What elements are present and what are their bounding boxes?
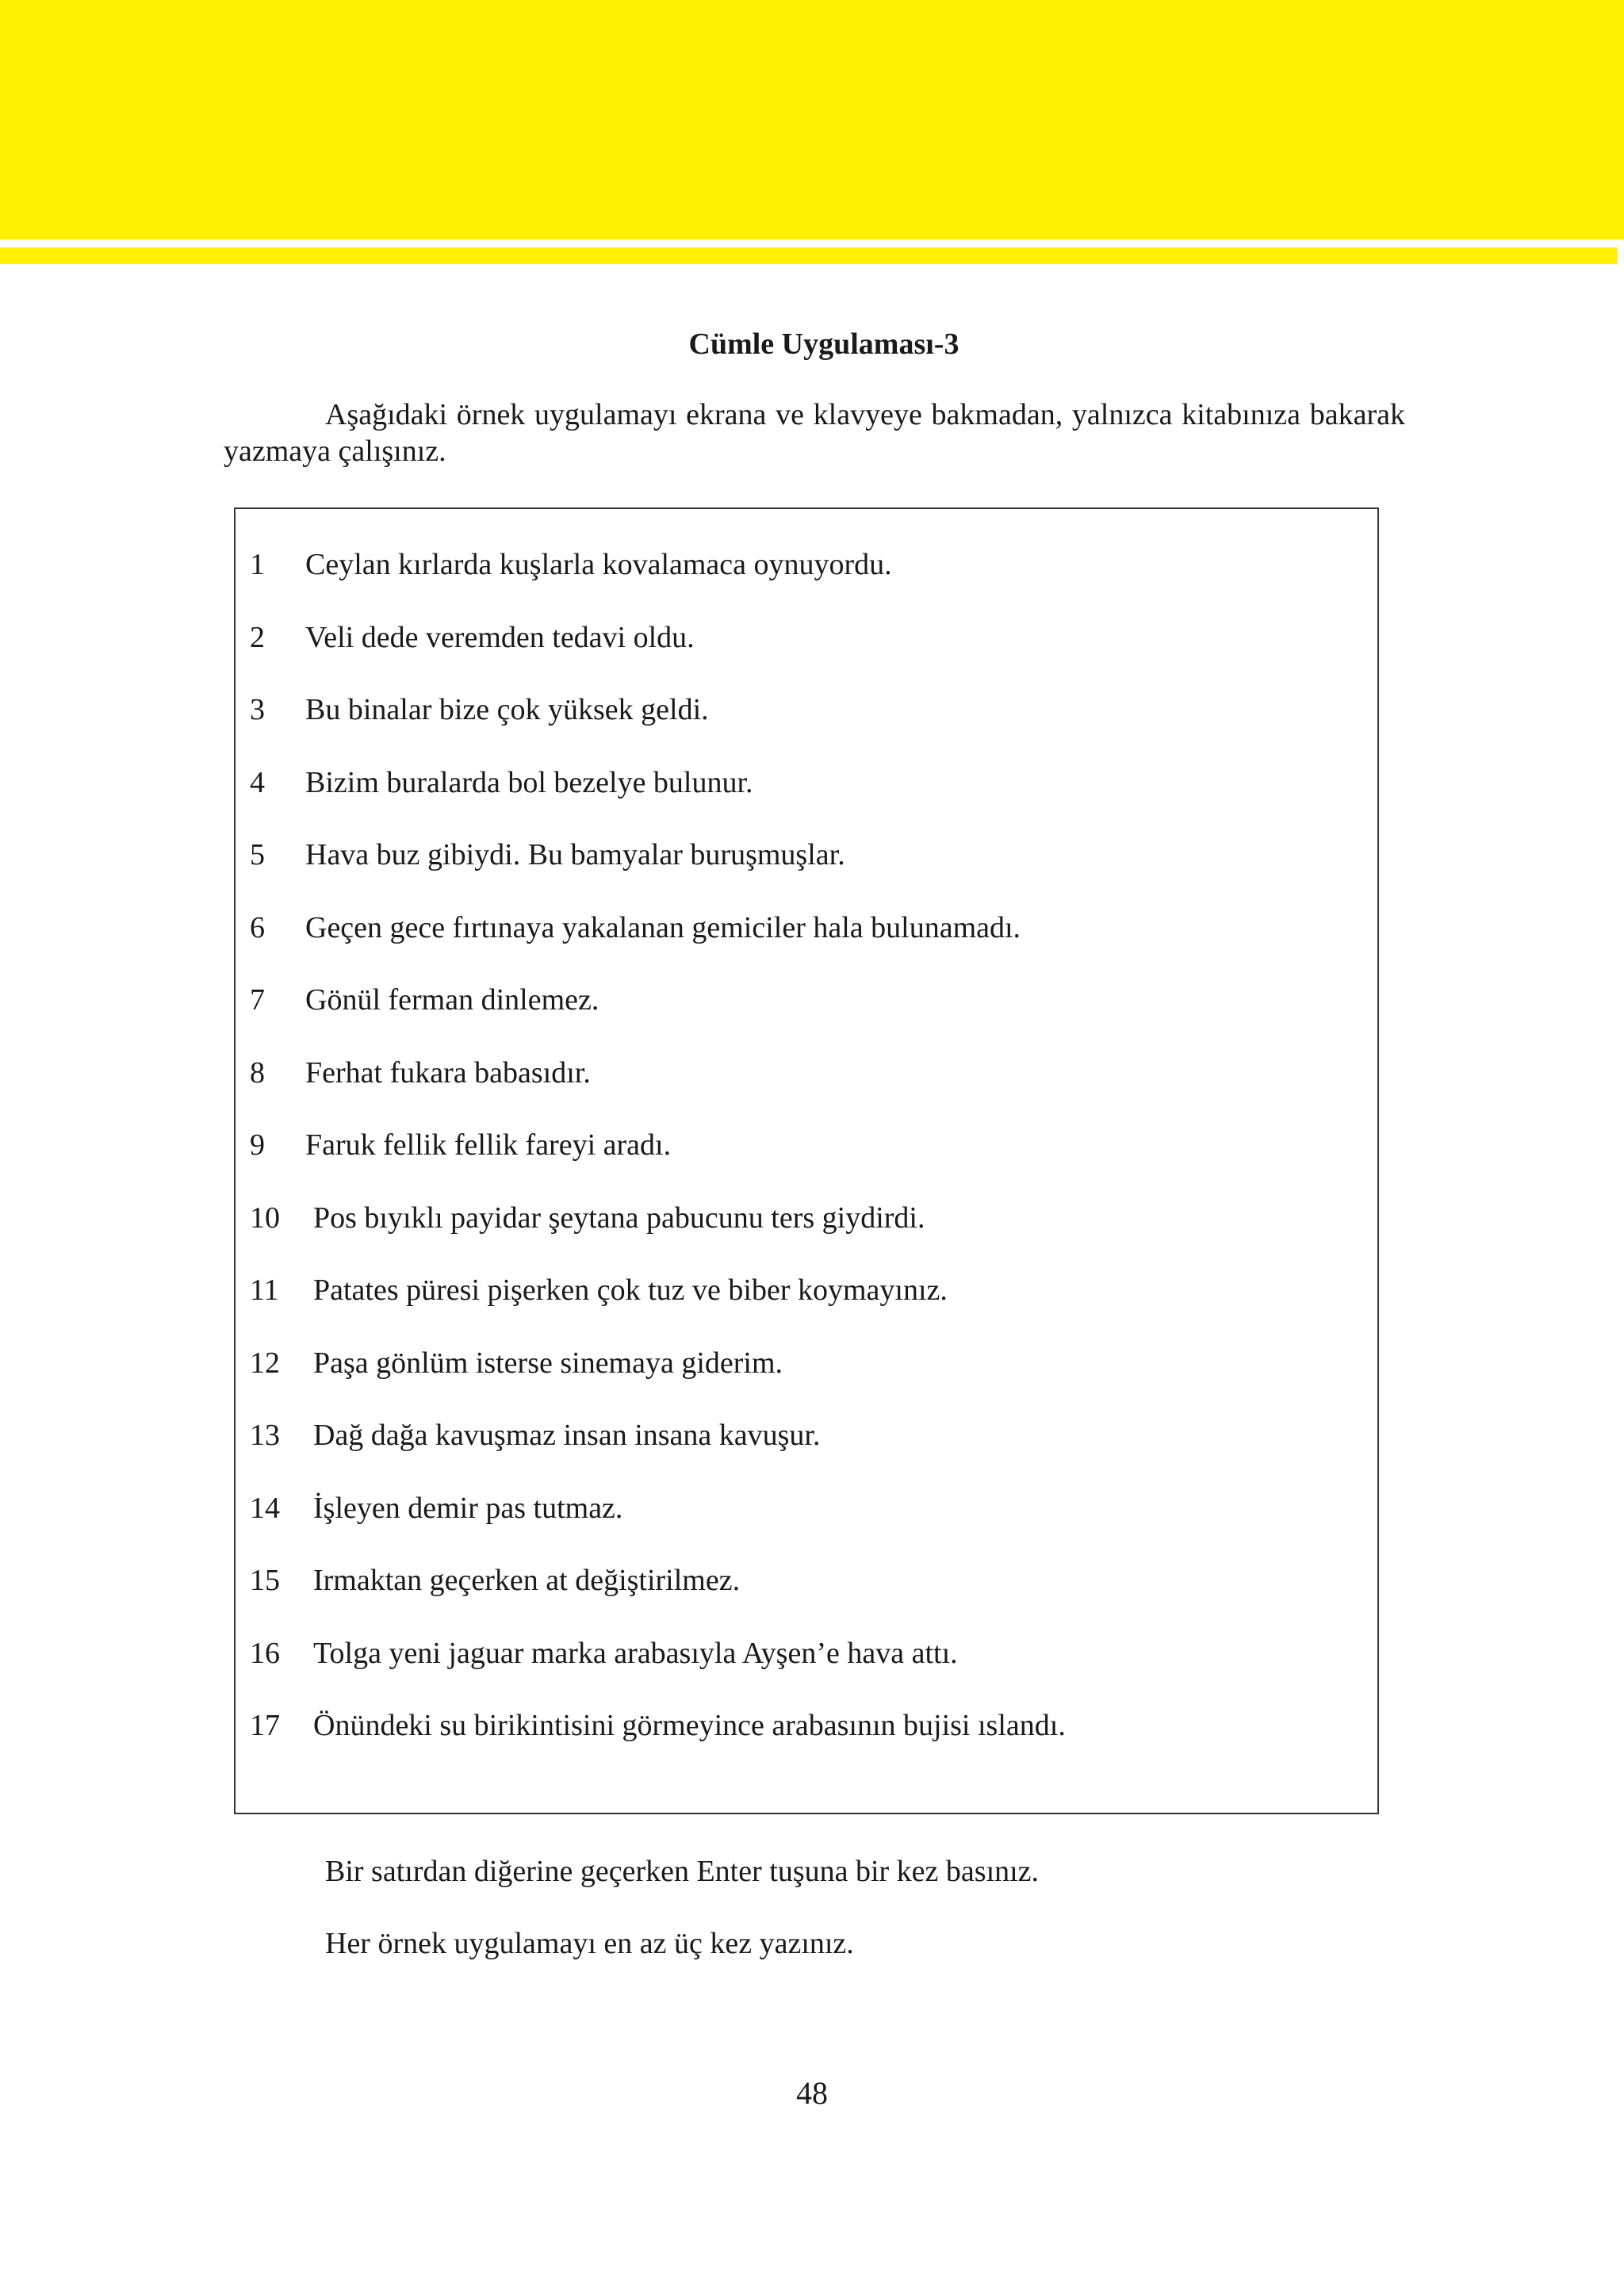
- line-number: 16: [250, 1637, 280, 1670]
- line-number: 7: [250, 983, 265, 1017]
- header-band: [0, 0, 1624, 239]
- header-divider: [0, 247, 1618, 264]
- instruction-note: Her örnek uygulamayı en az üç kez yazınız.: [325, 1927, 854, 1960]
- line-number: 6: [250, 911, 265, 944]
- line-text: Ferhat fukara babasıdır.: [305, 1056, 591, 1090]
- line-number: 10: [250, 1201, 280, 1235]
- line-text: Önündeki su birikintisini görmeyince arabasının bujisi ıslandı.: [313, 1709, 1066, 1742]
- line-text: İşleyen demir pas tutmaz.: [313, 1492, 623, 1525]
- line-number: 4: [250, 766, 265, 799]
- line-text: Irmaktan geçerken at değiştirilmez.: [313, 1564, 741, 1597]
- line-number: 11: [250, 1273, 279, 1307]
- line-text: Ceylan kırlarda kuşlarla kovalamaca oynuyordu.: [305, 548, 892, 581]
- intro-paragraph: Aşağıdaki örnek uygulamayı ekrana ve klavyeye bakmadan, yalnızca kitabınıza bakarak yazmaya çalışınız.: [224, 398, 1405, 468]
- line-text: Bizim buralarda bol bezelye bulunur.: [305, 766, 753, 799]
- page-number: 48: [796, 2075, 828, 2111]
- line-number: 5: [250, 838, 265, 871]
- page-title: Cümle Uygulaması-3: [688, 327, 959, 361]
- line-text: Bu binalar bize çok yüksek geldi.: [305, 693, 709, 726]
- line-number: 3: [250, 693, 265, 726]
- line-text: Geçen gece fırtınaya yakalanan gemiciler hala bulunamadı.: [305, 911, 1021, 944]
- exercise-box: [234, 507, 1379, 1814]
- line-text: Pos bıyıklı payidar şeytana pabucunu ters giydirdi.: [313, 1201, 925, 1235]
- line-text: Faruk fellik fellik fareyi aradı.: [305, 1128, 672, 1162]
- line-text: Hava buz gibiydi. Bu bamyalar buruşmuşlar.: [305, 838, 845, 871]
- line-text: Paşa gönlüm isterse sinemaya giderim.: [313, 1346, 783, 1380]
- line-text: Gönül ferman dinlemez.: [305, 983, 599, 1017]
- line-number: 12: [250, 1346, 280, 1380]
- line-text: Tolga yeni jaguar marka arabasıyla Ayşen’e hava attı.: [313, 1637, 958, 1670]
- line-number: 15: [250, 1564, 280, 1597]
- line-number: 8: [250, 1056, 265, 1090]
- line-number: 13: [250, 1419, 280, 1452]
- line-number: 1: [250, 548, 265, 581]
- line-number: 14: [250, 1492, 280, 1525]
- line-number: 9: [250, 1128, 265, 1162]
- line-text: Patates püresi pişerken çok tuz ve biber koymayınız.: [313, 1273, 948, 1307]
- line-text: Dağ dağa kavuşmaz insan insana kavuşur.: [313, 1419, 821, 1452]
- line-number: 2: [250, 621, 265, 654]
- instruction-note: Bir satırdan diğerine geçerken Enter tuşuna bir kez basınız.: [325, 1855, 1040, 1888]
- line-number: 17: [250, 1709, 280, 1742]
- line-text: Veli dede veremden tedavi oldu.: [305, 621, 695, 654]
